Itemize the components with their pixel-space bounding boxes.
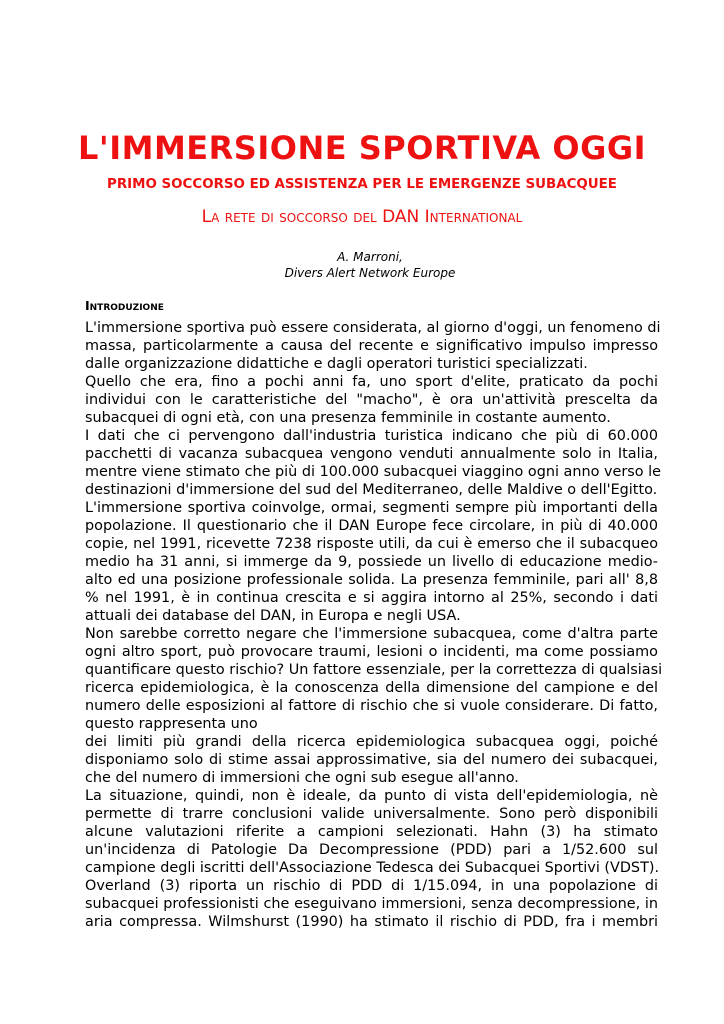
- section-heading: Introduzione: [85, 298, 164, 313]
- body-line: questo rappresenta uno: [85, 716, 258, 732]
- body-line: subacquei di ogni età, con una presenza femminile in costante aumento.: [85, 410, 611, 426]
- body-line: ogni altro sport, può provocare traumi, lesioni o incidenti, ma come possiamo: [85, 644, 658, 660]
- body-line: mentre viene stimato che più di 100.000 subacquei viaggino ogni anno verso le: [85, 464, 662, 480]
- document-subheading: La rete di soccorso del DAN International: [201, 207, 523, 227]
- body-line: Non sarebbe corretto negare che l'immersione subacquea, come d'altra parte: [85, 626, 658, 642]
- body-line: medio ha 31 anni, si immerge da 9, possiede un livello di educazione medio-: [85, 554, 658, 570]
- body-line: I dati che ci pervengono dall'industria turistica indicano che più di 60.000: [85, 428, 658, 444]
- body-line: Overland (3) riporta un rischio di PDD di 1/15.094, in una popolazione di: [85, 878, 658, 894]
- body-line: individui con le caratteristiche del "macho", è ora un'attività prescelta da: [85, 392, 658, 408]
- body-line: popolazione. Il questionario che il DAN Europe fece circolare, in più di 40.000: [85, 518, 658, 534]
- body-line: copie, nel 1991, ricevette 7238 risposte utili, da cui è emerso che il subacqueo: [85, 536, 658, 552]
- body-line: alcune valutazioni riferite a campioni selezionati. Hahn (3) ha stimato: [85, 824, 658, 840]
- body-line: destinazioni d'immersione del sud del Mediterraneo, delle Maldive o dell'Egitto.: [85, 482, 658, 498]
- body-line: % nel 1991, è in continua crescita e si aggira intorno al 25%, secondo i dati: [85, 590, 658, 606]
- body-line: dalle organizzazione didattiche e dagli operatori turistici specializzati.: [85, 356, 588, 372]
- body-line: Quello che era, fino a pochi anni fa, uno sport d'elite, praticato da pochi: [85, 374, 658, 390]
- body-line: campione degli iscritti dell'Associazione Tedesca dei Subacquei Sportivi (VDST).: [85, 860, 660, 876]
- body-line: numero delle esposizioni al fattore di rischio che si vuole considerare. Di fatto,: [85, 698, 658, 714]
- body-line: dei limiti più grandi della ricerca epidemiologica subacquea oggi, poiché: [85, 734, 658, 750]
- body-line: alto ed una posizione professionale solida. La presenza femminile, pari all' 8,8: [85, 572, 658, 588]
- document-title: L'IMMERSIONE SPORTIVA OGGI: [78, 129, 646, 167]
- body-line: L'immersione sportiva coinvolge, ormai, segmenti sempre più importanti della: [85, 500, 658, 516]
- author-affiliation: Divers Alert Network Europe: [284, 266, 456, 280]
- body-line: ricerca epidemiologica, è la conoscenza della dimensione del campione e del: [85, 680, 658, 696]
- body-line: subacquei professionisti che eseguivano immersioni, senza decompressione, in: [85, 896, 658, 912]
- body-line: aria compressa. Wilmshurst (1990) ha stimato il rischio di PDD, fra i membri: [85, 914, 658, 930]
- body-line: pacchetti di vacanza subacquea vengono venduti annualmente solo in Italia,: [85, 446, 658, 462]
- body-line: disponiamo solo di stime assai approssimative, sia del numero dei subacquei,: [85, 752, 658, 768]
- body-line: L'immersione sportiva può essere considerata, al giorno d'oggi, un fenomeno di: [85, 320, 661, 336]
- body-line: attuali dei database del DAN, in Europa e negli USA.: [85, 608, 461, 624]
- author-name: A. Marroni,: [337, 250, 403, 264]
- body-line: che del numero di immersioni che ogni sub esegue all'anno.: [85, 770, 519, 786]
- author-block: [0, 249, 724, 281]
- body-line: quantificare questo rischio? Un fattore essenziale, per la correttezza di qualsiasi: [85, 662, 663, 678]
- body-line: un'incidenza di Patologie Da Decompressione (PDD) pari a 1/52.600 sul: [85, 842, 658, 858]
- body-line: massa, particolarmente a causa del recente e significativo impulso impresso: [85, 338, 658, 354]
- body-text: [85, 319, 663, 931]
- document-subtitle: PRIMO SOCCORSO ED ASSISTENZA PER LE EMERGENZE SUBACQUEE: [107, 177, 617, 192]
- body-line: permette di trarre conclusioni valide universalmente. Sono però disponibili: [85, 806, 658, 822]
- body-line: La situazione, quindi, non è ideale, da punto di vista dell'epidemiologia, nè: [85, 788, 658, 804]
